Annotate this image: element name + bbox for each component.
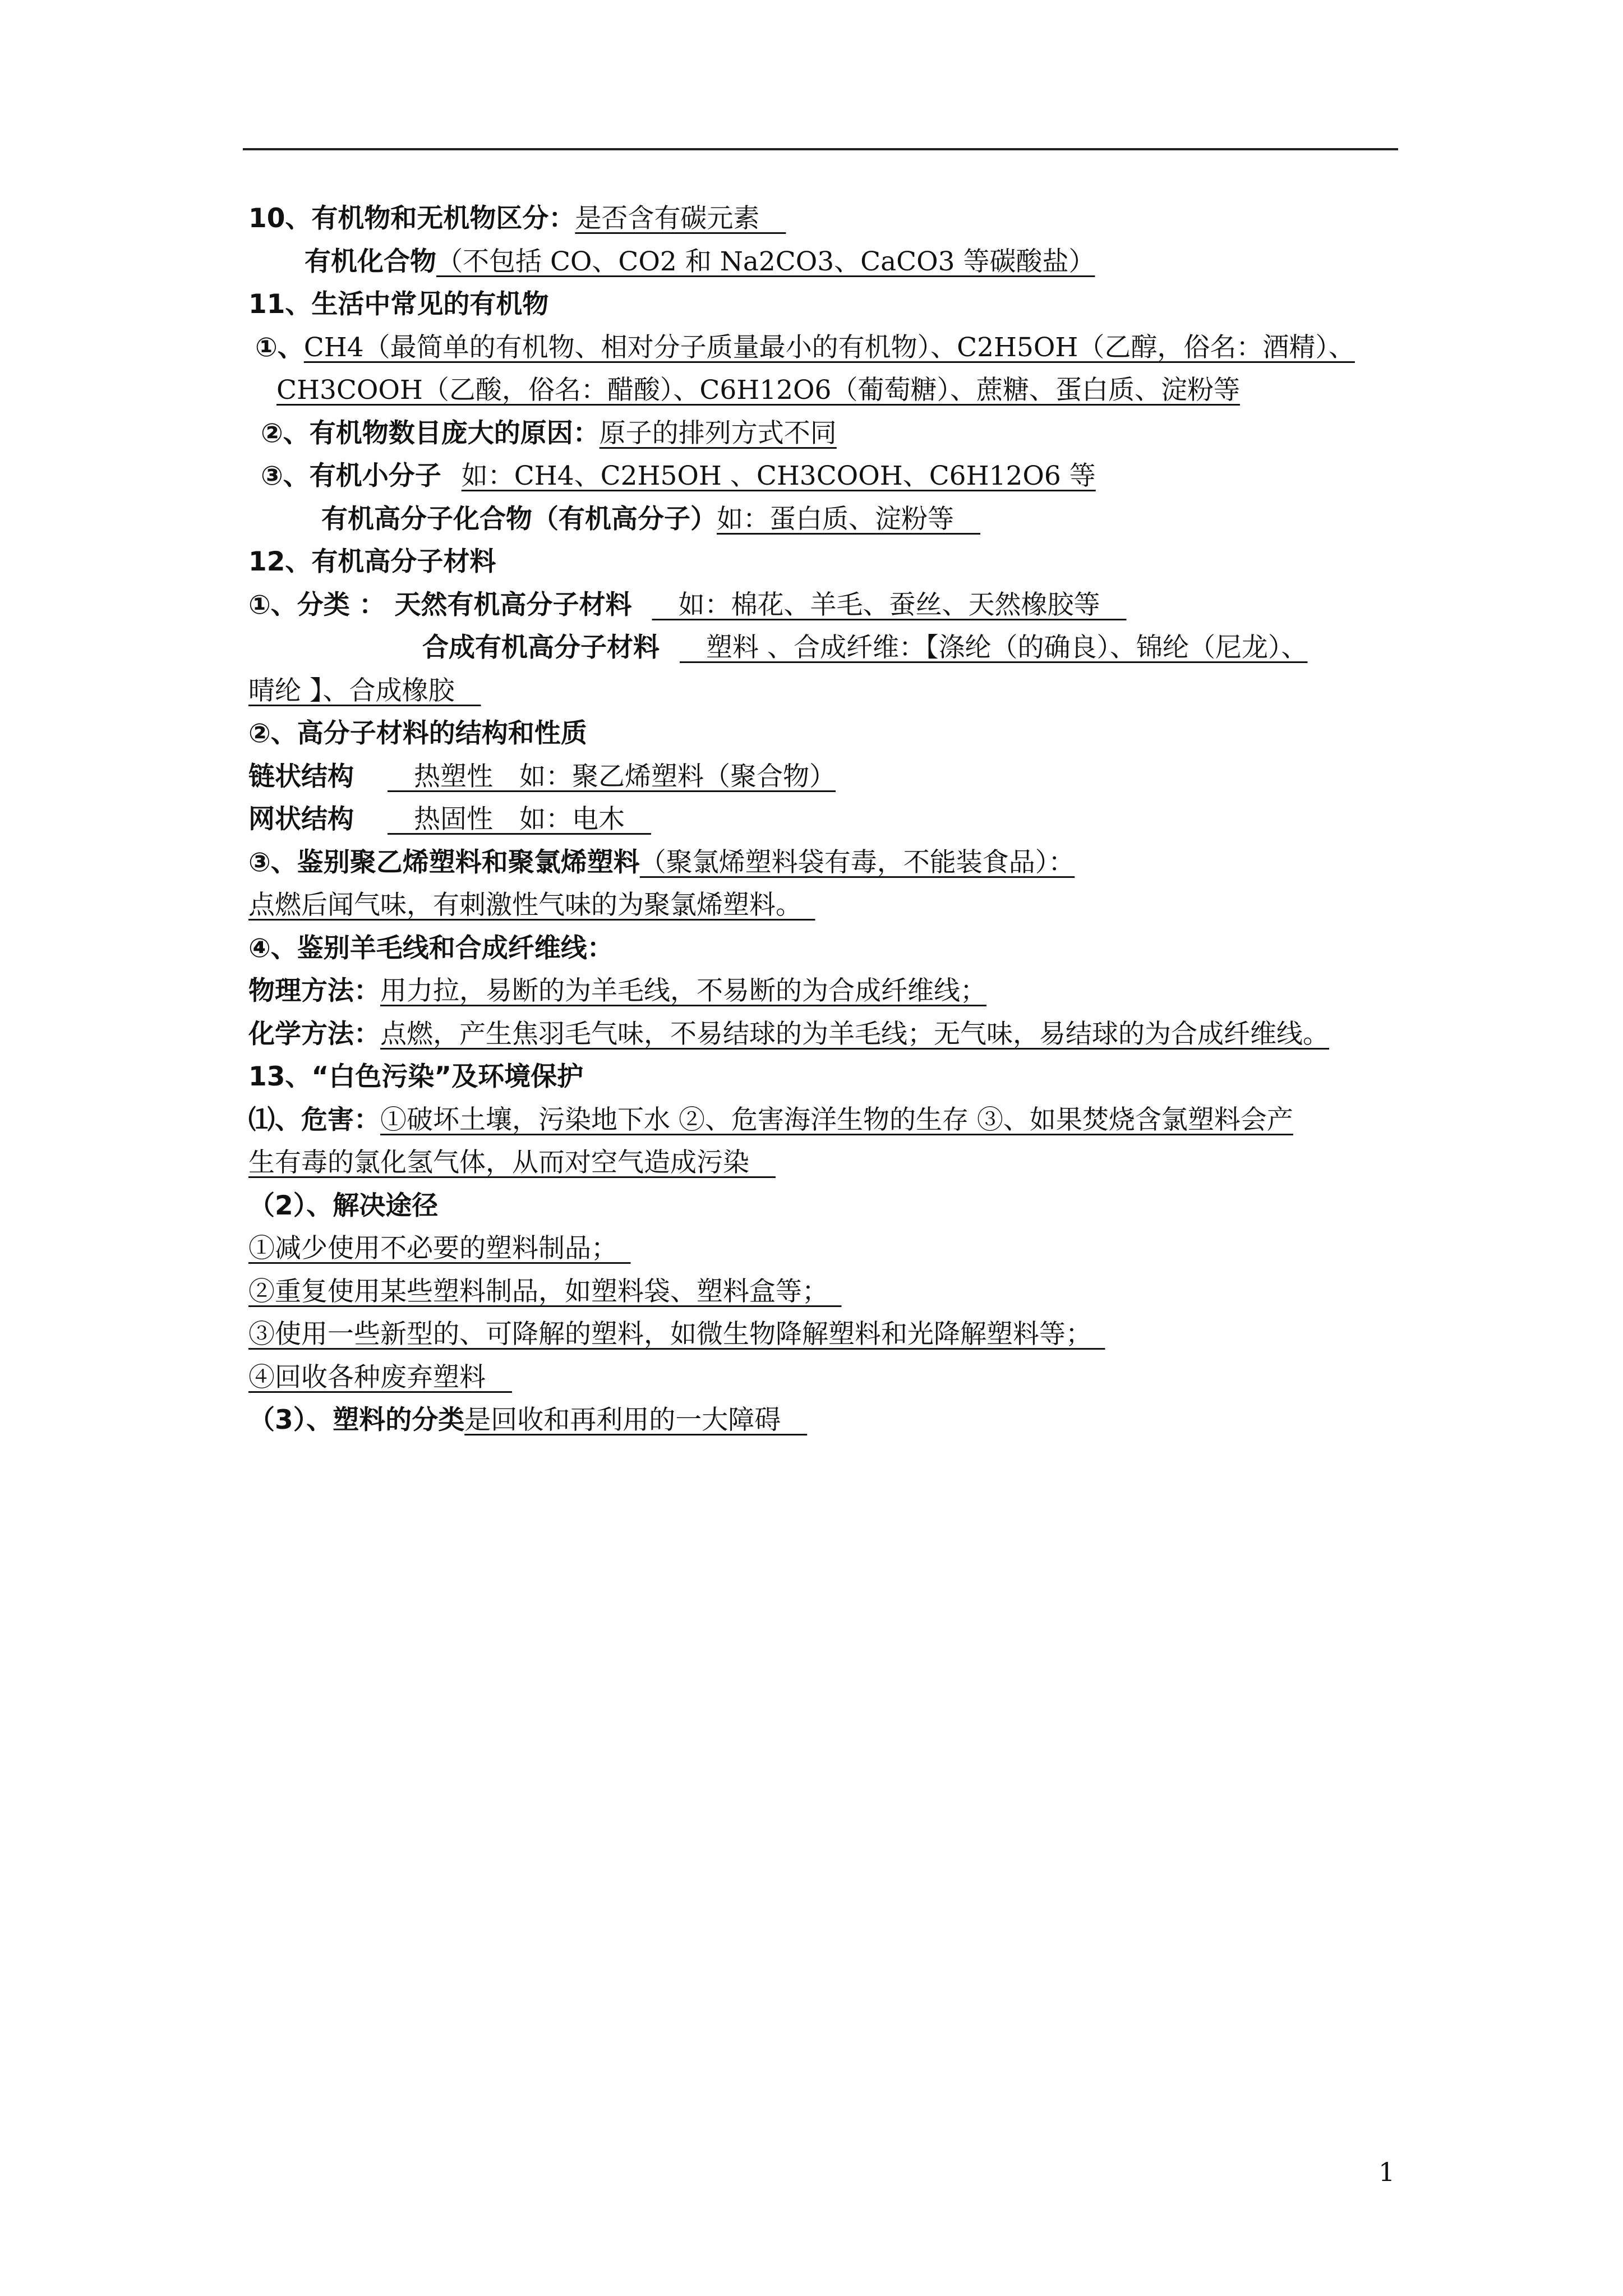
underlined-answer: 如：蛋白质、淀粉等 <box>717 503 980 535</box>
underlined-answer: ①减少使用不必要的塑料制品； <box>248 1233 631 1264</box>
item-heading: ③、鉴别聚乙烯塑料和聚氯烯塑料 <box>248 846 640 878</box>
item-heading: ①、分类 ： 天然有机高分子材料 <box>248 589 632 620</box>
term-label: 化学方法： <box>248 1018 380 1050</box>
line-identify-plastics-method <box>248 884 1404 927</box>
underlined-answer: （不包括 CO、CO2 和 Na2CO3、CaCO3 等碳酸盐） <box>436 246 1095 277</box>
underlined-answer: 用力拉，易断的为羊毛线，不易断的为合成纤维线； <box>380 976 986 1006</box>
item-heading: （3）、塑料的分类 <box>248 1405 465 1435</box>
line-synthetic-polymers <box>248 627 1404 670</box>
line-small-molecules <box>248 455 1404 498</box>
underlined-answer: （聚氯烯塑料袋有毒，不能装食品）： <box>639 846 1075 878</box>
line-10-heading <box>248 197 1404 241</box>
term-label: 物理方法： <box>248 976 380 1006</box>
section-heading: 13、“白色污染”及环境保护 <box>248 1061 584 1092</box>
line-chain-structure <box>248 756 1404 799</box>
item-heading: （2）、解决途径 <box>248 1190 439 1221</box>
underlined-answer: ③使用一些新型的、可降解的塑料，如微生物降解塑料和光降解塑料等； <box>248 1319 1105 1350</box>
line-organic-compound <box>248 241 1404 284</box>
term-label: 链状结构 <box>248 761 354 792</box>
section-heading: 11、生活中常见的有机物 <box>248 289 549 320</box>
underlined-answer: ①破坏土壤，污染地下水 ②、危害海洋生物的生存 ③、如果焚烧含氯塑料会产 <box>380 1104 1293 1135</box>
line-classification <box>248 1399 1404 1442</box>
line-solutions-heading <box>248 1185 1404 1228</box>
term-label: 有机化合物 <box>305 246 436 277</box>
line-harm-cont <box>248 1142 1404 1185</box>
line-physical-method <box>248 970 1404 1013</box>
underlined-answer: ④回收各种废弃塑料 <box>248 1361 512 1393</box>
term-label: 网状结构 <box>248 804 354 835</box>
line-solution-4 <box>248 1356 1404 1400</box>
line-synthetic-polymers-cont <box>248 670 1404 713</box>
line-identify-plastics <box>248 841 1404 885</box>
line-structure-heading <box>248 712 1404 756</box>
section-heading: 12、有机高分子材料 <box>248 546 496 577</box>
underlined-answer: 热固性 如：电木 <box>388 804 651 835</box>
term-label: 有机高分子化合物（有机高分子） <box>321 503 717 535</box>
document-body <box>248 197 1404 1442</box>
underlined-answer: CH3COOH（乙酸，俗名：醋酸）、C6H12O6（葡萄糖）、蔗糖、蛋白质、淀粉等 <box>276 375 1240 406</box>
underlined-answer: ②重复使用某些塑料制品，如塑料袋、塑料盒等； <box>248 1276 842 1307</box>
item-heading: ④、鉴别羊毛线和合成纤维线： <box>248 932 614 964</box>
underlined-answer: 是否含有碳元素 <box>575 203 786 234</box>
line-13-heading <box>248 1056 1404 1099</box>
underlined-answer: CH4（最简单的有机物、相对分子质量最小的有机物）、C2H5OH（乙醇，俗名：酒精）、 <box>303 332 1355 363</box>
line-solution-1 <box>248 1227 1404 1271</box>
item-heading: ③、有机小分子 <box>261 461 441 491</box>
item-heading: ⑴、危害： <box>248 1104 380 1135</box>
item-marker: ①、 <box>255 332 304 363</box>
header-rule <box>243 148 1398 150</box>
underlined-answer: 晴纶 】、合成橡胶 <box>248 675 481 706</box>
line-solution-2 <box>248 1271 1404 1314</box>
line-11-heading <box>248 283 1404 326</box>
underlined-answer: 塑料 、合成纤维：【涤纶（的确良）、锦纶（尼龙）、 <box>680 632 1308 663</box>
underlined-answer: 热塑性 如：聚乙烯塑料（聚合物） <box>388 761 836 792</box>
line-common-organics-1 <box>248 326 1404 370</box>
line-macromolecules <box>248 498 1404 541</box>
line-organic-reason <box>248 412 1404 455</box>
underlined-answer: 如：CH4、C2H5OH 、CH3COOH、C6H12O6 等 <box>461 461 1096 491</box>
line-common-organics-2 <box>248 369 1404 412</box>
item-heading: ②、高分子材料的结构和性质 <box>248 718 587 749</box>
line-chemical-method <box>248 1013 1404 1056</box>
underlined-answer: 原子的排列方式不同 <box>599 417 837 449</box>
term-label: 合成有机高分子材料 <box>422 632 660 663</box>
page-number: 1 <box>1378 2157 1395 2187</box>
line-identify-fibers <box>248 927 1404 970</box>
line-natural-polymers <box>248 584 1404 627</box>
underlined-answer: 点燃，产生焦羽毛气味，不易结球的为羊毛线；无气味，易结球的为合成纤维线。 <box>380 1018 1329 1050</box>
line-12-heading <box>248 541 1404 584</box>
section-heading: 10、有机物和无机物区分： <box>248 203 575 234</box>
underlined-answer: 是回收和再利用的一大障碍 <box>464 1405 808 1435</box>
underlined-answer: 点燃后闻气味，有刺激性气味的为聚氯烯塑料。 <box>248 890 815 921</box>
underlined-answer: 如：棉花、羊毛、蚕丝、天然橡胶等 <box>652 589 1127 620</box>
line-solution-3 <box>248 1313 1404 1356</box>
underlined-answer: 生有毒的氯化氢气体，从而对空气造成污染 <box>248 1147 776 1178</box>
item-heading: ②、有机物数目庞大的原因： <box>261 417 600 449</box>
line-network-structure <box>248 798 1404 841</box>
line-harm <box>248 1099 1404 1142</box>
